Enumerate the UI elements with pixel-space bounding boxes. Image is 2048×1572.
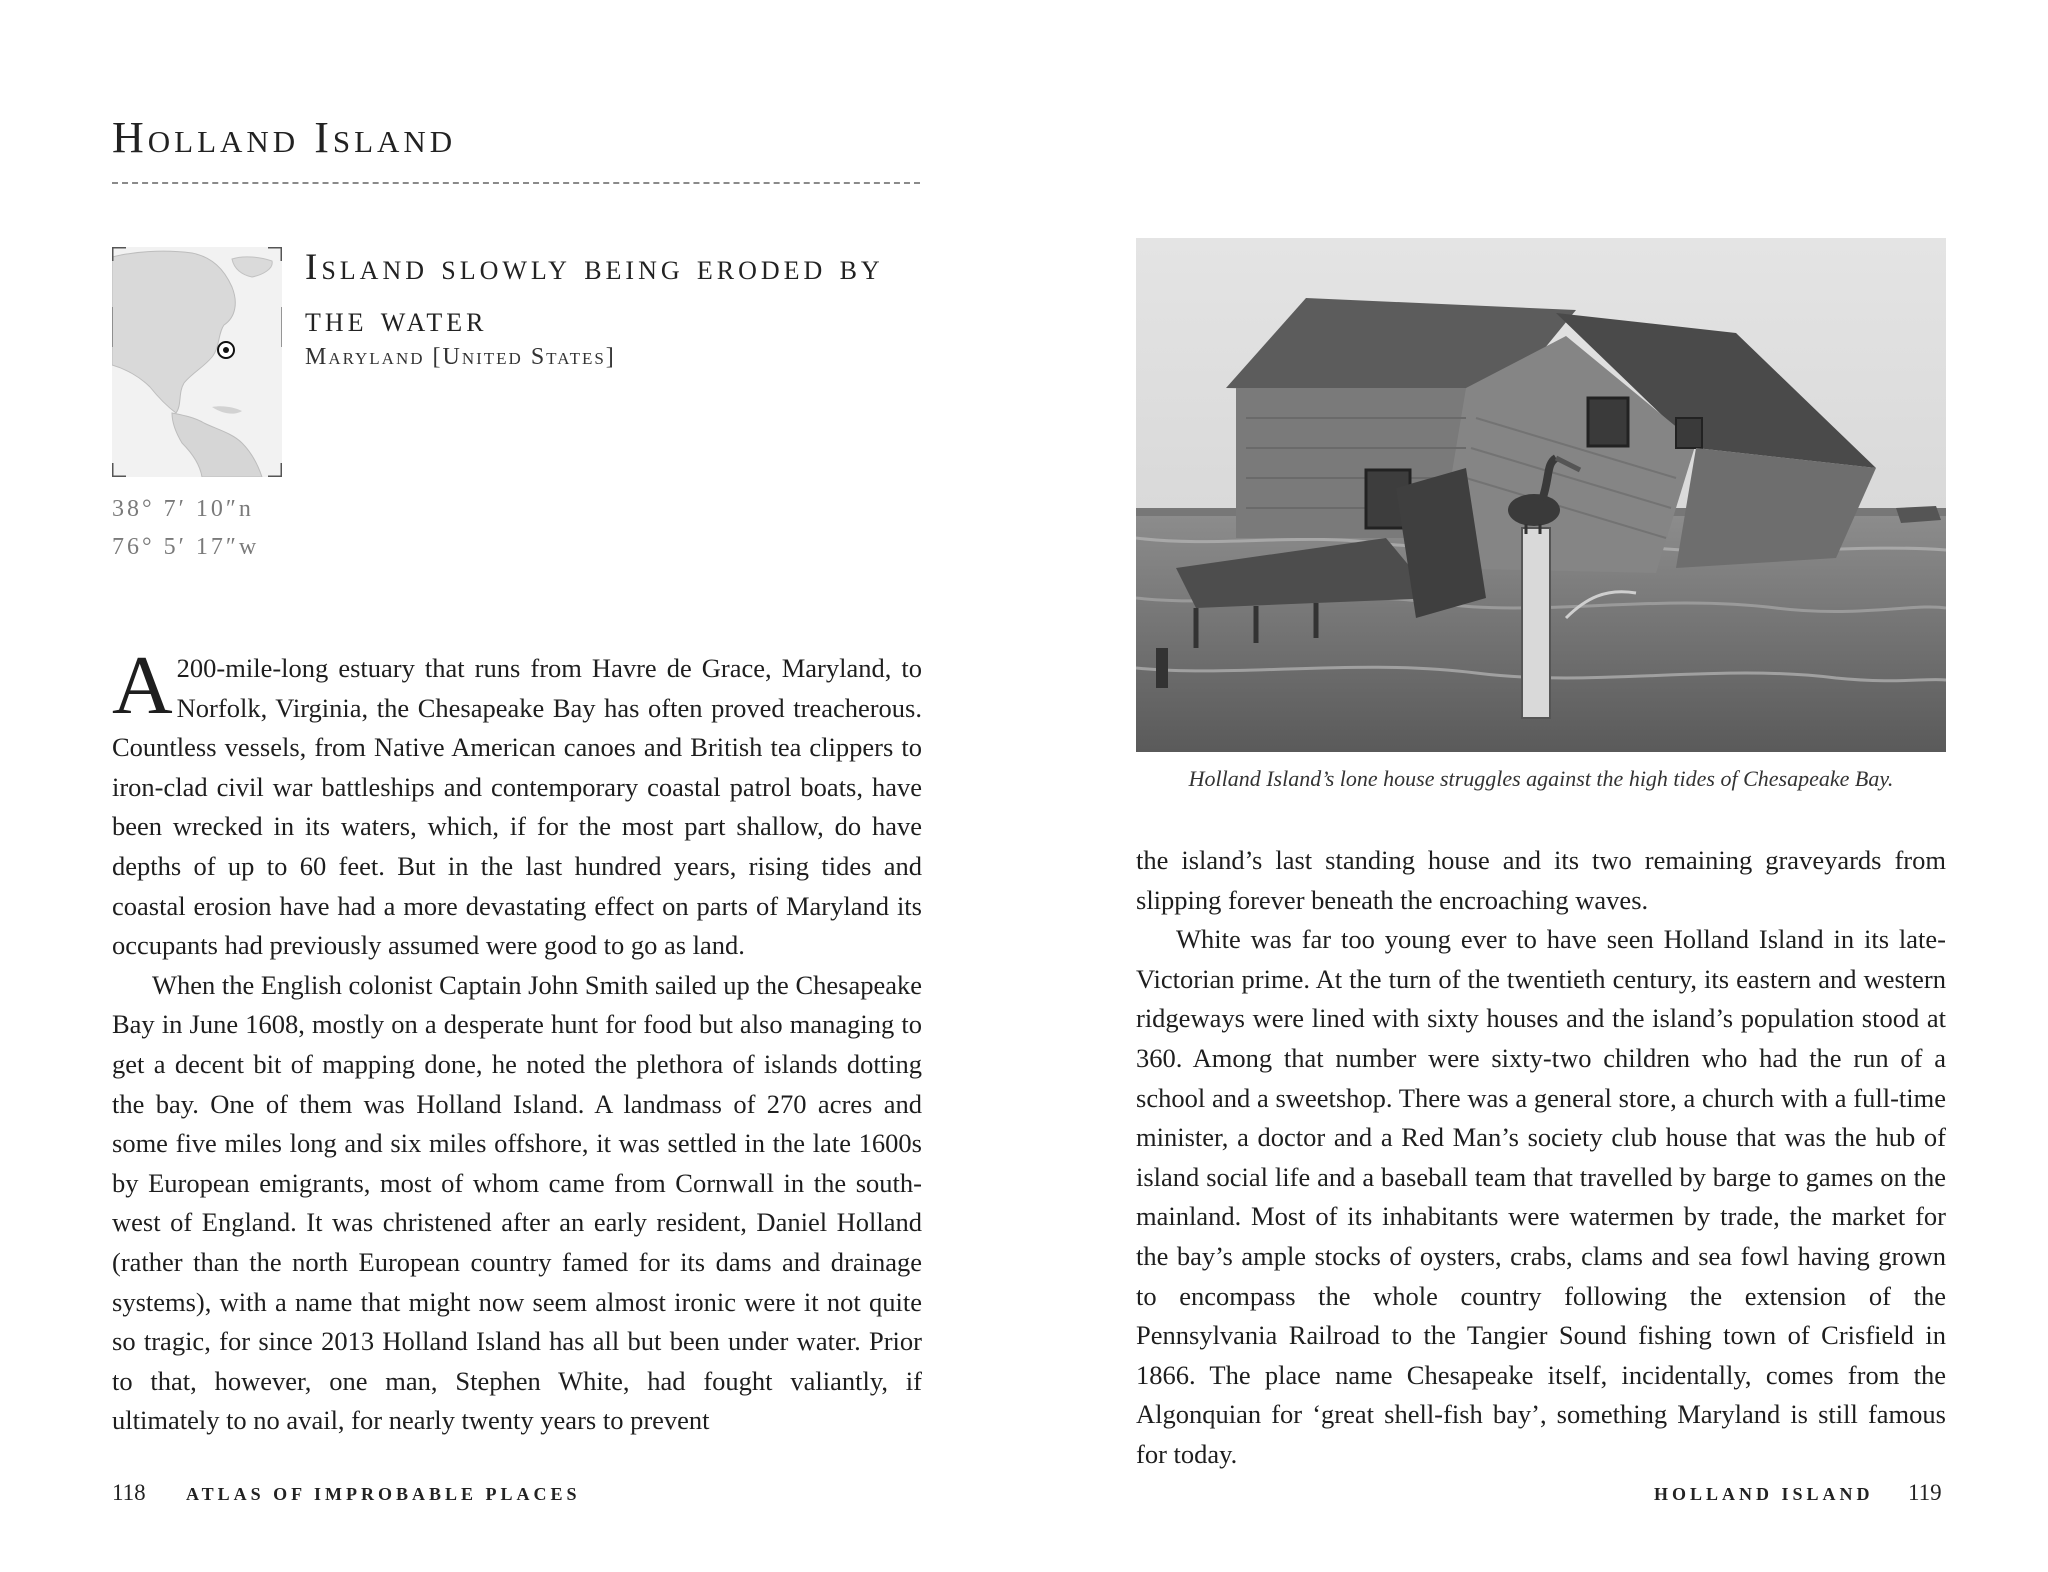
- paragraph: [112, 639, 922, 966]
- longitude: 76° 5′ 17″w: [112, 534, 260, 560]
- latitude: 38° 7′ 10″n: [112, 496, 254, 522]
- right-page: [1024, 0, 2048, 1572]
- locator-map: [112, 247, 282, 477]
- drop-cap: A: [112, 639, 173, 732]
- running-head: ATLAS OF IMPROBABLE PLACES: [186, 1484, 581, 1504]
- paragraph: When the English colonist Captain John Smith sailed up the Chesapeake Bay in June 1608, mostly on a desperate hunt for food but also managing to get a decent bit of mapping done, he noted the plethora of islands dotting the bay. One of them was Holland Island. A landmass of 270 acres and some five miles long and six miles offshore, it was settled in the late 1600s by European emigrants, most of whom came from Cornwall in the south-west of England. It was christened after an early resident, Daniel Holland (rather than the north European country famed for its dams and drainage systems), with a name that might now seem almost ironic were it not quite so tragic, for since 2013 Holland Island has all but been under water. Prior to that, however, one man, Stephen White, had fought valiantly, if ultimately to no avail, for nearly twenty years to prevent: [112, 969, 922, 1436]
- north-america-map-icon: [112, 247, 282, 477]
- photo-caption: Holland Island’s lone house struggles against the high tides of Chesapeake Bay.: [1188, 766, 1894, 791]
- coordinates: [112, 490, 312, 566]
- title-divider: [112, 182, 920, 184]
- paragraph-text: 200-mile-long estuary that runs from Havre de Grace, Maryland, to Norfolk, Virginia, the Chesapeake Bay has often proved treacherous. Countless vessels, from Native American canoes and British tea clippers to iron-clad civil war battleships and contemporary coastal patrol boats, have been wrecked in its waters, which, if for the most part shallow, do have depths of up to 60 feet. But in the last hundred years, rising tides and coastal erosion have had a more devastating effect on parts of Maryland its occupants had previously assumed were good to go as land.: [112, 653, 922, 961]
- paragraph: White was far too young ever to have seen Holland Island in its late-Victorian prime. At the turn of the twentieth century, its eastern and western ridgeways were lined with sixty houses and the island’s population stood at 360. Among that number were sixty-two children who had the run of a school and a sweetshop. There was a general store, a church with a full-time minister, a doctor and a Red Man’s society club house that was the hub of island social life and a baseball team that travelled by barge to games on the mainland. Most of its inhabitants were watermen by trade, the market for the bay’s ample stocks of oysters, crabs, clams and sea fowl having grown to encompass the whole country following the extension of the Pennsylvania Railroad to the Tangier Sound fishing town of Crisfield in 1866. The place name Chesapeake itself, incidentally, comes from the Algonquian for ‘great shell-fish bay’, something Maryland is still famous for today.: [1136, 924, 1946, 1469]
- running-head: HOLLAND ISLAND: [1654, 1484, 1874, 1504]
- chapter-title: Holland Island: [112, 113, 457, 162]
- page-number: 118: [112, 1480, 146, 1505]
- left-body-text: [112, 639, 922, 1441]
- house-photo: [1136, 238, 1946, 752]
- paragraph: the island’s last standing house and its two remaining graveyards from slipping forever beneath the encroaching waves.: [1136, 845, 1946, 915]
- region-label: Maryland [United States]: [305, 344, 616, 370]
- page-number: 119: [1908, 1480, 1942, 1505]
- entry-headline: Island slowly being eroded by the water: [305, 247, 884, 340]
- sinking-house-illustration: [1136, 238, 1946, 752]
- right-body-text: [1136, 841, 1946, 1475]
